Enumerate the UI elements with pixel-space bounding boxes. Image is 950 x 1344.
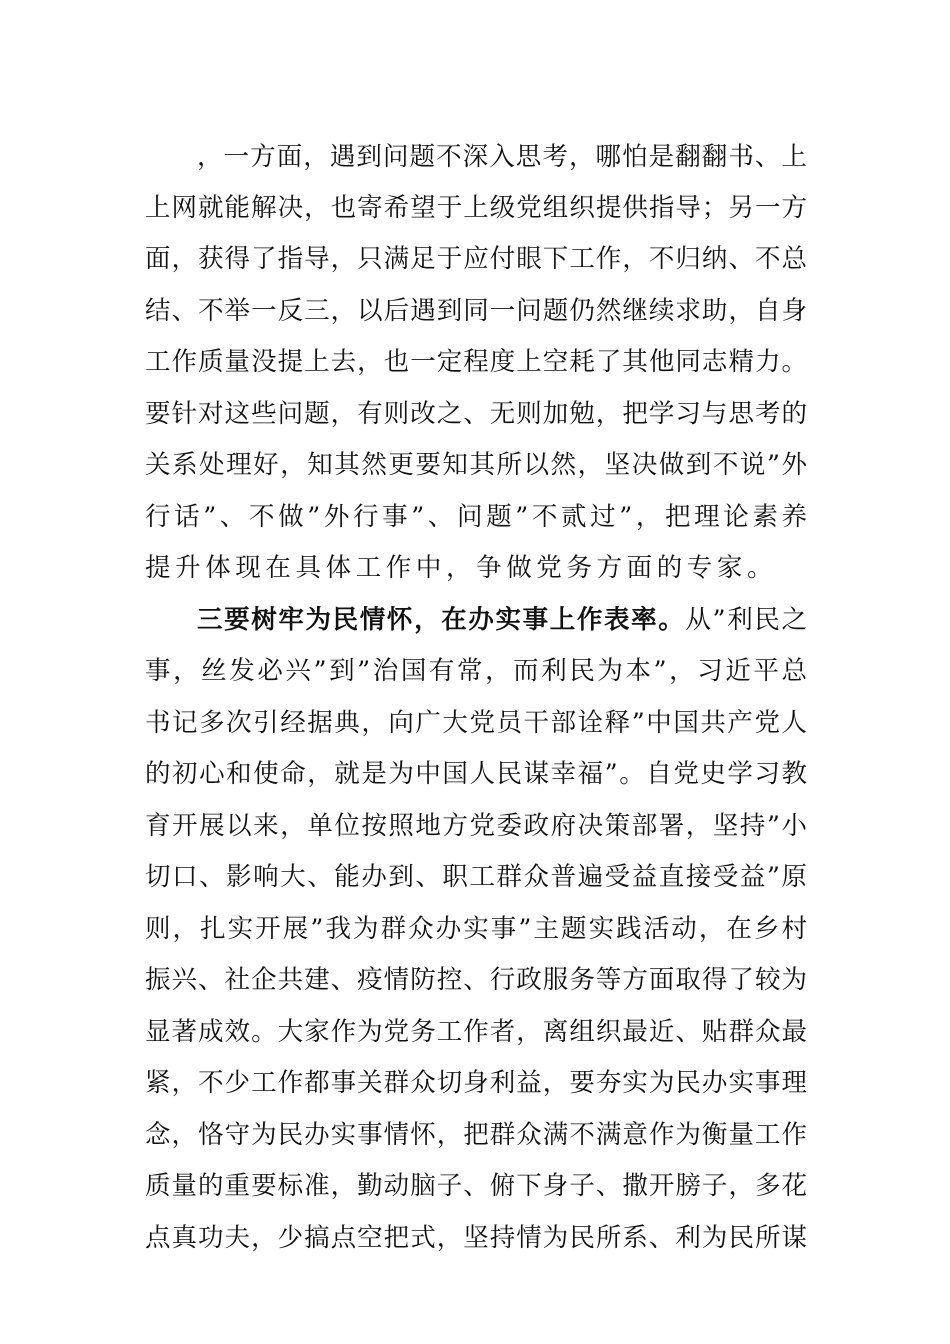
paragraph-2-line-1-rest: 从”利民之: [685, 605, 807, 635]
paragraph-1-line-6: 要针对这些问题，有则改之、无则加勉，把学习与思考的: [145, 399, 807, 429]
paragraph-2-line-6: 切口、影响大、能办到、职工群众普遍受益直接受益”原: [145, 862, 807, 892]
paragraph-1-line-3: 面，获得了指导，只满足于应付眼下工作，不归纳、不总: [145, 244, 807, 274]
paragraph-2-line-5: 育开展以来，单位按照地方党委政府决策部署，坚持”小: [145, 811, 807, 841]
paragraph-1-line-5: 工作质量没提上去，也一定程度上空耗了其他同志精力。: [145, 347, 807, 377]
paragraph-1-line-8: 行话”、不做”外行事”、问题”不贰过”，把理论素养: [145, 502, 807, 532]
paragraph-2-line-10: 紧，不少工作都事关群众切身利益，要夯实为民办实事理: [145, 1068, 807, 1098]
paragraph-2-line-4: 的初心和使命，就是为中国人民谋幸福”。自党史学习教: [145, 759, 807, 789]
paragraph-2-line-7: 则，扎实开展”我为群众办实事”主题实践活动，在乡村: [145, 914, 807, 944]
paragraph-1-line-7: 关系处理好，知其然更要知其所以然，坚决做到不说”外: [145, 450, 807, 480]
paragraph-2-line-12: 质量的重要标准，勤动脑子、俯下身子、撒开膀子，多花: [145, 1171, 807, 1201]
paragraph-2-line-1: [197, 600, 807, 640]
paragraph-2-line-8: 振兴、社企共建、疫情防控、行政服务等方面取得了较为: [145, 965, 807, 995]
paragraph-1-line-2: 上网就能解决，也寄希望于上级党组织提供指导；另一方: [145, 193, 807, 223]
paragraph-2-line-11: 念，恪守为民办实事情怀，把群众满不满意作为衡量工作: [145, 1120, 807, 1150]
paragraph-2-line-3: 书记多次引经据典，向广大党员干部诠释”中国共产党人: [145, 708, 807, 738]
paragraph-2-line-9: 显著成效。大家作为党务工作者，离组织最近、贴群众最: [145, 1017, 807, 1047]
paragraph-1-line-9: 提升体现在具体工作中，争做党务方面的专家。: [145, 553, 778, 583]
paragraph-1-line-1: ，一方面，遇到问题不深入思考，哪怕是翻翻书、上: [197, 142, 807, 172]
paragraph-2-line-2: 事，丝发必兴”到”治国有常，而利民为本”，习近平总: [145, 656, 807, 686]
paragraph-2-heading: 三要树牢为民情怀，在办实事上作表率。: [197, 605, 686, 635]
paragraph-2-line-13: 点真功夫，少搞点空把式，坚持情为民所系、利为民所谋: [145, 1223, 807, 1253]
paragraph-1-line-4: 结、不举一反三，以后遇到同一问题仍然继续求助，自身: [145, 296, 807, 326]
